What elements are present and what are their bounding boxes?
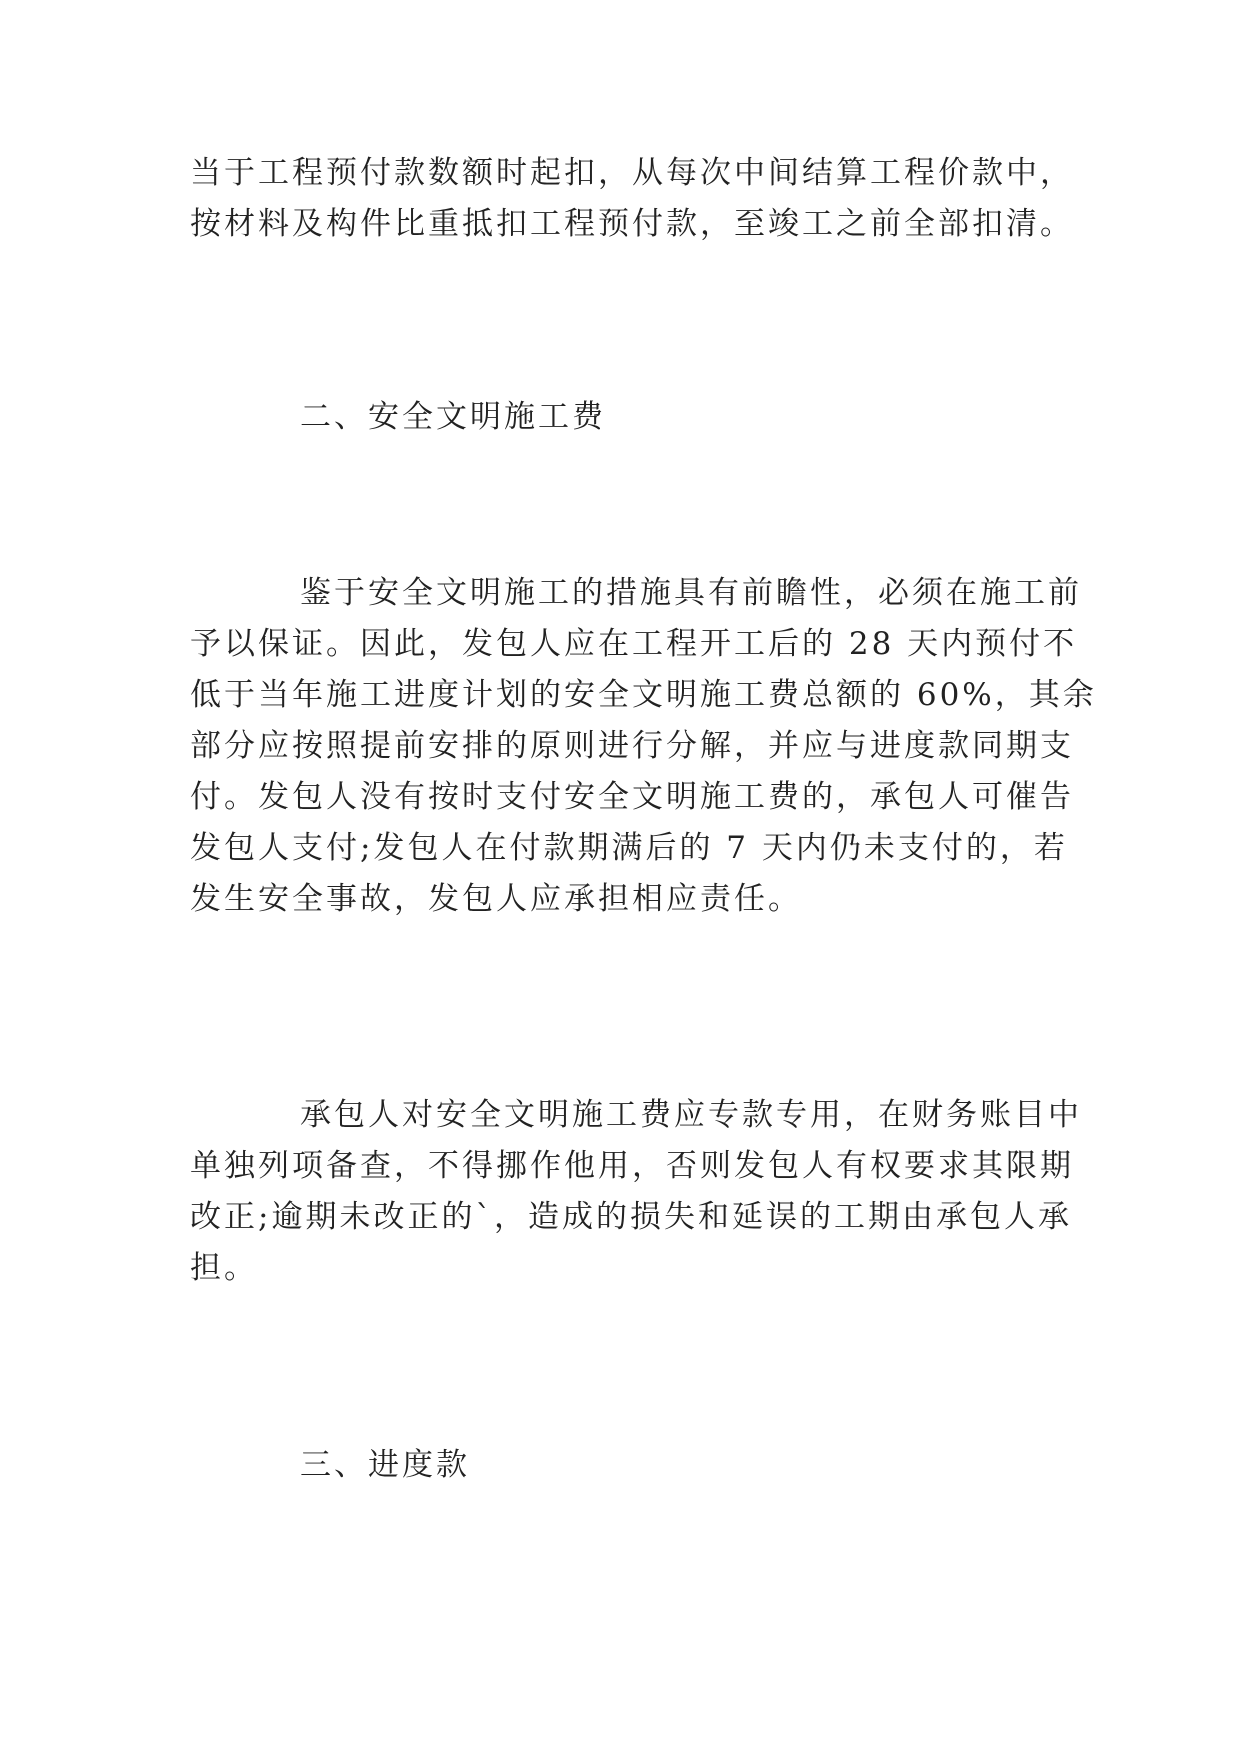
paragraph-line: 当于工程预付款数额时起扣，从每次中间结算工程价款中， bbox=[190, 155, 1074, 191]
paragraph-line: 付。发包人没有按时支付安全文明施工费的，承包人可催告 bbox=[190, 779, 1074, 815]
paragraph-line: 鉴于安全文明施工的措施具有前瞻性，必须在施工前 bbox=[300, 575, 1082, 611]
paragraph-line: 部分应按照提前安排的原则进行分解，并应与进度款同期支 bbox=[190, 728, 1074, 764]
paragraph-line: 发生安全事故，发包人应承担相应责任。 bbox=[190, 881, 802, 917]
paragraph-3 bbox=[190, 1090, 1082, 1294]
paragraph-line: 予以保证。因此，发包人应在工程开工后的 28 天内预付不 bbox=[190, 626, 1078, 662]
paragraph-line: 改正;逾期未改正的`，造成的损失和延误的工期由承包人承 bbox=[190, 1199, 1072, 1235]
paragraph-2 bbox=[190, 568, 1097, 925]
paragraph-line: 单独列项备查，不得挪作他用，否则发包人有权要求其限期 bbox=[190, 1148, 1074, 1184]
paragraph-line: 担。 bbox=[190, 1250, 258, 1286]
section-heading-2: 二、安全文明施工费 bbox=[300, 399, 606, 435]
paragraph-line: 承包人对安全文明施工费应专款专用，在财务账目中 bbox=[300, 1097, 1082, 1133]
paragraph-line: 低于当年施工进度计划的安全文明施工费总额的 60%，其余 bbox=[190, 677, 1097, 713]
paragraph-line: 按材料及构件比重抵扣工程预付款，至竣工之前全部扣清。 bbox=[190, 206, 1074, 242]
paragraph-line: 发包人支付;发包人在付款期满后的 7 天内仍未支付的，若 bbox=[190, 830, 1068, 866]
section-heading-3: 三、进度款 bbox=[300, 1447, 470, 1483]
paragraph-1 bbox=[190, 148, 1074, 250]
